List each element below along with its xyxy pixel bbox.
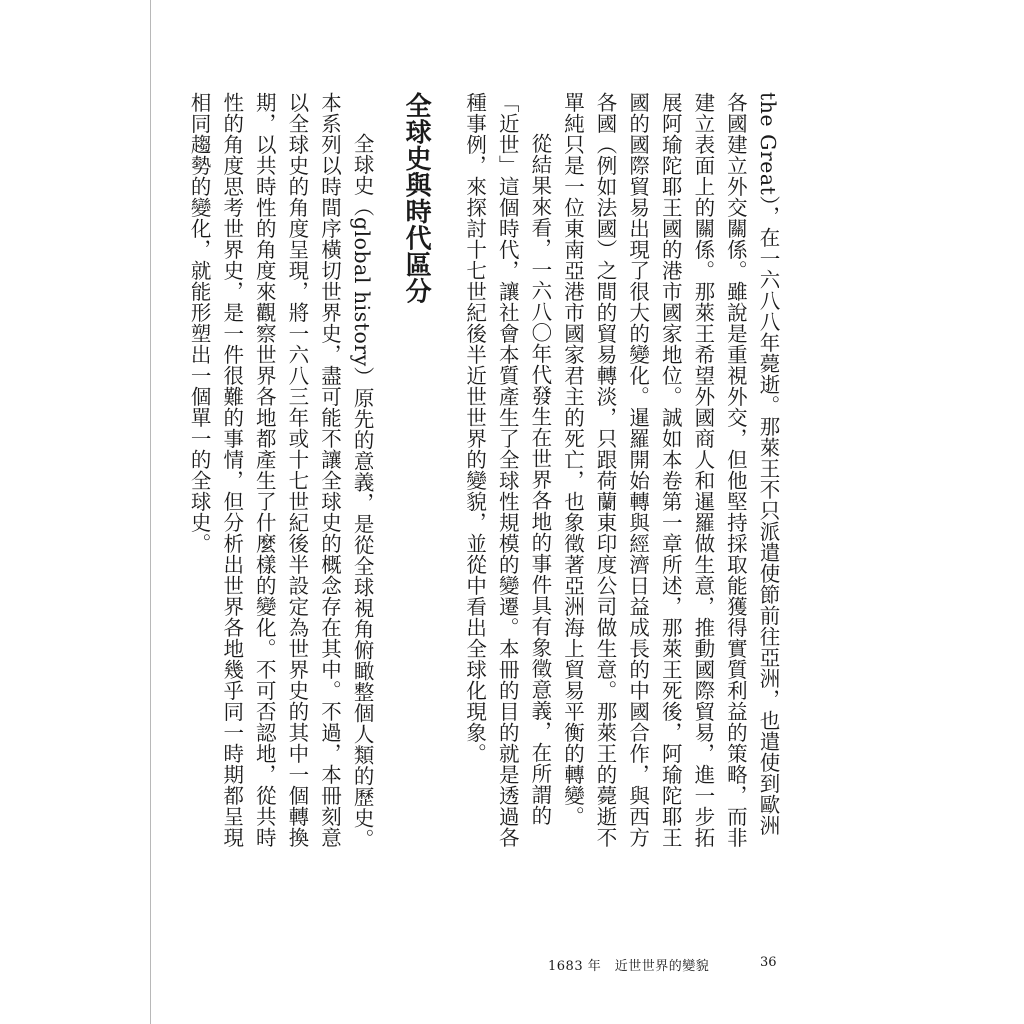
body-paragraph-1: the Great），在一六八八年薨逝。那萊王不只派遣使節前往亞洲，也遣使到歐洲各國建立外交關係。雖說是重視外交，但他堅持採取能獲得實質利益的策略，而非建立表面上的關係。那萊王希望外國商人和暹羅做生意，推動國際貿易，進一步拓展阿瑜陀耶王國的港市國家地位。誠如本卷第一章所述，那萊王死後，阿瑜陀耶王國的國際貿易出現了很大的變化。暹羅開始轉與經濟日益成長的中國合作，與西方各國（例如法國）之間的貿易轉淡，只跟荷蘭東印度公司做生意。那萊王的薨逝不單純只是一位東南亞港市國家君主的死亡，也象徵著亞洲海上貿易平衡的轉變。 — [560, 92, 780, 848]
page-footer — [0, 955, 1024, 975]
running-title: 1683 年 近世世界的變貌 — [548, 959, 710, 974]
body-paragraph-2: 從結果來看，一六八〇年代發生在世界各地的事件具有象徵意義，在所謂的「近世」這個時代，讓社會本質產生了全球性規模的變遷。本冊的目的就是透過各種事例，來探討十七世紀後半近世世界的變貌，並從中看出全球化現象。 — [462, 92, 552, 848]
section-heading: 全球史與時代區分 — [401, 92, 432, 304]
vertical-text-block — [187, 92, 784, 852]
book-spine-line — [150, 0, 151, 1024]
page-number: 36 — [760, 955, 777, 970]
section-paragraph: 全球史（global history）原先的意義，是從全球視角俯瞰整個人類的歷史。本系列以時間序橫切世界史，盡可能不讓全球史的概念存在其中。不過，本冊刻意以全球史的角度呈現，將一六八三年或十七世紀後半設定為世界史的其中一個轉換期，以共時性的角度來觀察世界各地都產生了什麼樣的變化。不可否認地，從共時性的角度思考世界史，是一件很難的事情，但分析出世界各地幾乎同一時期都呈現相同趨勢的變化，就能形塑出一個單一的全球史。 — [187, 92, 375, 850]
